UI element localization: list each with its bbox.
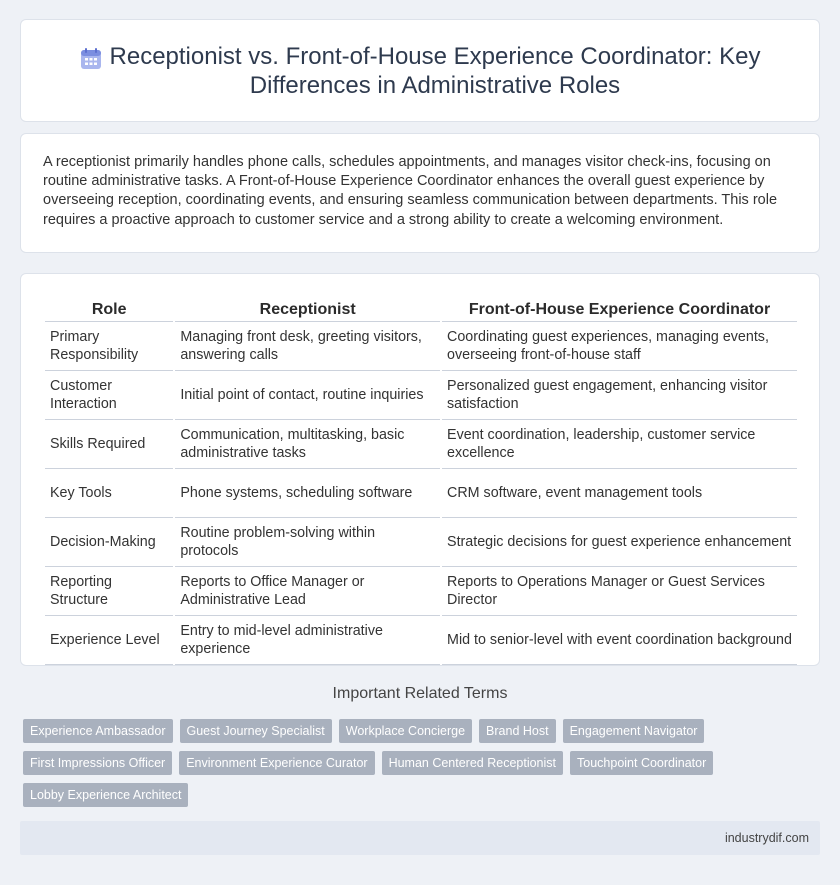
row-label: Customer Interaction: [45, 371, 173, 420]
receptionist-cell: Entry to mid-level administrative experience: [175, 616, 440, 665]
related-term-tag[interactable]: Engagement Navigator: [563, 719, 705, 743]
table-row: [45, 371, 797, 420]
related-term-tag[interactable]: Lobby Experience Architect: [23, 783, 188, 807]
related-terms-list: [23, 719, 823, 807]
row-label: Reporting Structure: [45, 567, 173, 616]
header-coordinator: Front-of-House Experience Coordinator: [442, 294, 797, 322]
related-term-tag[interactable]: Environment Experience Curator: [179, 751, 374, 775]
coordinator-cell: Personalized guest engagement, enhancing visitor satisfaction: [442, 371, 797, 420]
related-term-tag[interactable]: Human Centered Receptionist: [382, 751, 563, 775]
coordinator-cell: CRM software, event management tools: [442, 469, 797, 518]
comparison-table: [43, 294, 799, 665]
row-label: Decision-Making: [45, 518, 173, 567]
footer: [20, 821, 820, 855]
related-term-tag[interactable]: Guest Journey Specialist: [180, 719, 332, 743]
coordinator-cell: Strategic decisions for guest experience enhancement: [442, 518, 797, 567]
receptionist-cell: Initial point of contact, routine inquiries: [175, 371, 440, 420]
table-row: [45, 518, 797, 567]
receptionist-cell: Reports to Office Manager or Administrative Lead: [175, 567, 440, 616]
comparison-card: [20, 273, 820, 666]
coordinator-cell: Event coordination, leadership, customer service excellence: [442, 420, 797, 469]
related-term-tag[interactable]: Experience Ambassador: [23, 719, 173, 743]
table-row: [45, 567, 797, 616]
receptionist-cell: Managing front desk, greeting visitors, answering calls: [175, 322, 440, 371]
row-label: Experience Level: [45, 616, 173, 665]
intro-paragraph: A receptionist primarily handles phone calls, schedules appointments, and manages visitor check-ins, focusing on routine administrative tasks. A Front-of-House Experience Coordinator enhances the overall guest experience by overseeing reception, coordinating events, and ensuring seamless communication between departments. This role requires a proactive approach to customer service and a strong ability to create a welcoming environment.: [43, 154, 778, 228]
table-row: [45, 469, 797, 518]
table-header-row: [45, 294, 797, 322]
related-terms-heading: Important Related Terms: [332, 685, 508, 702]
title-card: [20, 19, 820, 122]
footer-site-link[interactable]: industrydif.com: [724, 831, 809, 845]
related-term-tag[interactable]: Workplace Concierge: [339, 719, 472, 743]
header-role: Role: [45, 294, 173, 322]
related-term-tag[interactable]: Brand Host: [479, 719, 556, 743]
table-row: [45, 616, 797, 665]
coordinator-cell: Reports to Operations Manager or Guest Services Director: [442, 567, 797, 616]
coordinator-cell: Mid to senior-level with event coordination background: [442, 616, 797, 665]
page-title: Receptionist vs. Front-of-House Experience Coordinator: Key Differences in Administrative Roles: [109, 42, 761, 99]
header-receptionist: Receptionist: [175, 294, 440, 322]
row-label: Skills Required: [45, 420, 173, 469]
row-label: Key Tools: [45, 469, 173, 518]
receptionist-cell: Phone systems, scheduling software: [175, 469, 440, 518]
related-term-tag[interactable]: First Impressions Officer: [23, 751, 172, 775]
table-row: [45, 322, 797, 371]
coordinator-cell: Coordinating guest experiences, managing events, overseeing front-of-house staff: [442, 322, 797, 371]
related-term-tag[interactable]: Touchpoint Coordinator: [570, 751, 713, 775]
receptionist-cell: Communication, multitasking, basic administrative tasks: [175, 420, 440, 469]
table-row: [45, 420, 797, 469]
row-label: Primary Responsibility: [45, 322, 173, 371]
receptionist-cell: Routine problem-solving within protocols: [175, 518, 440, 567]
intro-card: [20, 133, 820, 253]
